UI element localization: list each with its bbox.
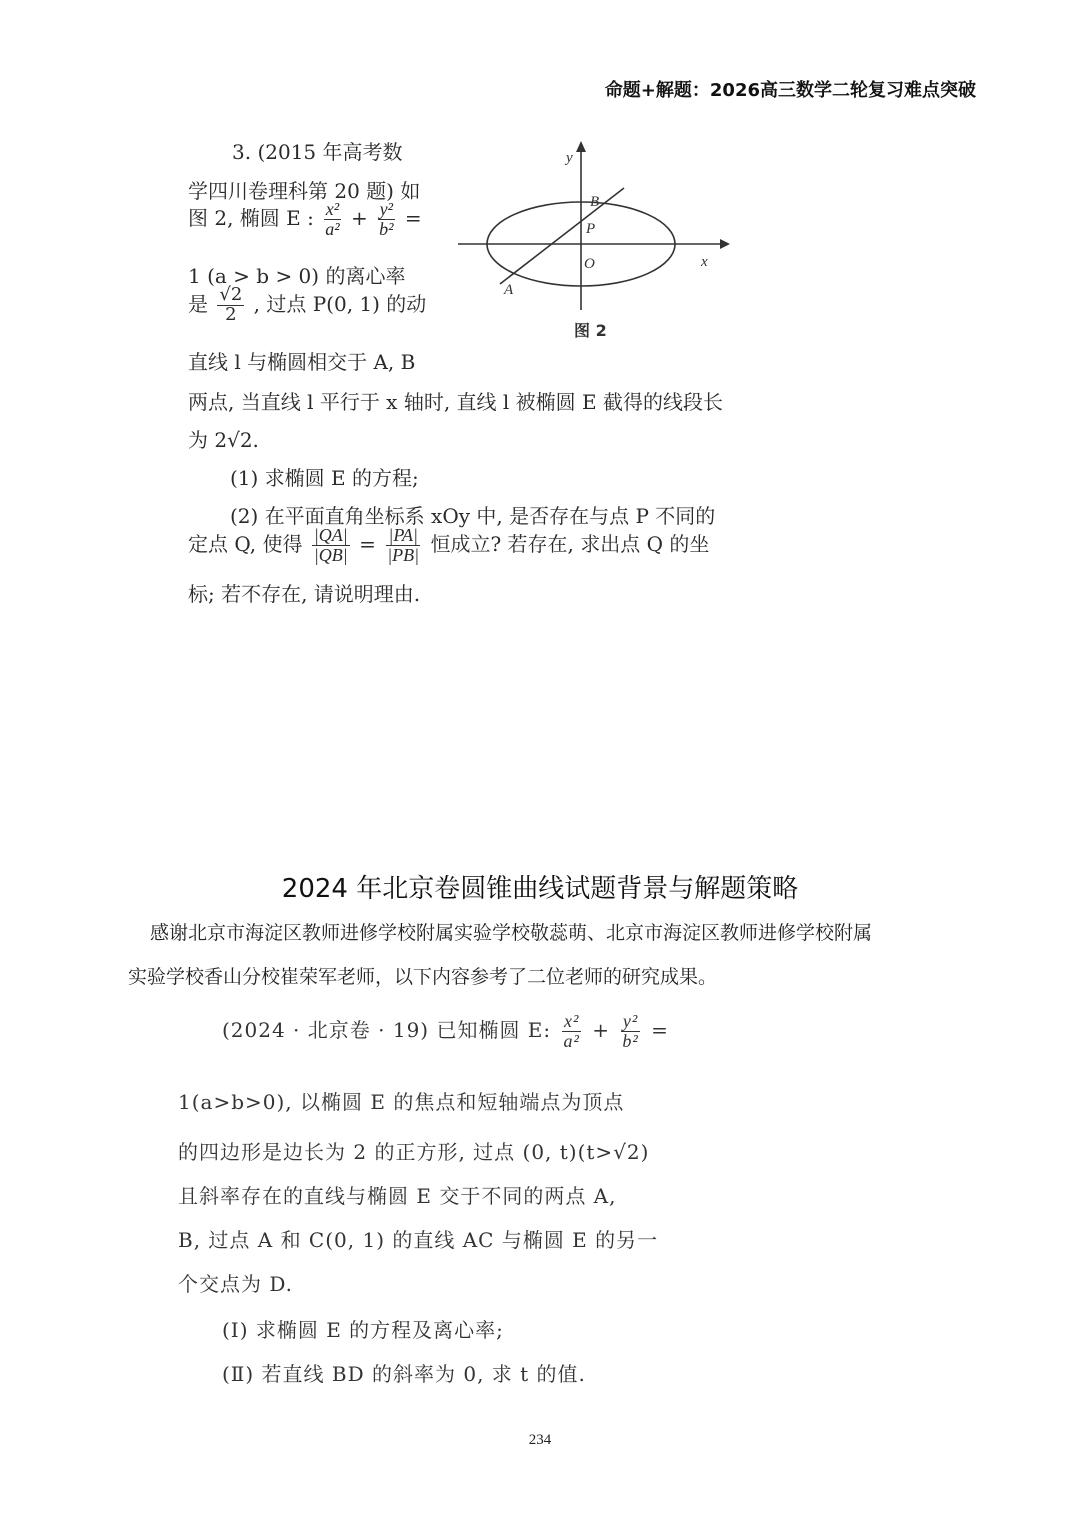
problem-line: 标; 若不存在, 请说明理由.	[188, 582, 421, 606]
figure-caption: 图 2	[574, 321, 607, 340]
numerator: √2	[219, 284, 243, 305]
problem-line: 1(a>b>0), 以椭圆 E 的焦点和短轴端点为顶点	[178, 1090, 625, 1114]
label-y: y	[566, 150, 573, 166]
plus-sign: +	[350, 205, 368, 230]
problem-line: 3. (2015 年高考数	[232, 140, 403, 164]
problem-part-1: (1) 求椭圆 E 的方程;	[230, 466, 419, 490]
denominator: a²	[325, 218, 340, 239]
page-number: 234	[528, 1432, 552, 1448]
problem-part-1: (Ⅰ) 求椭圆 E 的方程及离心率;	[222, 1318, 504, 1342]
fraction-y2-b2	[377, 200, 395, 239]
x-axis-arrow	[720, 239, 730, 249]
problem-line: 且斜率存在的直线与椭圆 E 交于不同的两点 A,	[178, 1184, 617, 1208]
fraction-x2-a2	[323, 200, 341, 239]
text: 定点 Q, 使得	[188, 531, 303, 556]
section-title: 2024 年北京卷圆锥曲线试题背景与解题策略	[281, 874, 799, 904]
numerator: |PA|	[388, 525, 418, 545]
problem-part-2: (2) 在平面直角坐标系 xOy 中, 是否存在与点 P 不同的	[230, 504, 716, 528]
label-b: B	[590, 194, 600, 210]
numerator: y²	[379, 199, 393, 219]
denominator: |PB|	[387, 544, 420, 565]
equals-sign: =	[404, 205, 422, 230]
text: (2024 · 北京卷 · 19) 已知椭圆 E:	[222, 1017, 552, 1042]
denominator: a²	[563, 1030, 580, 1051]
denominator: 2	[225, 303, 237, 325]
numerator: |QA|	[313, 525, 348, 545]
ack-line: 感谢北京市海淀区教师进修学校附属实验学校敬蕊萌、北京市海淀区教师进修学校附属	[150, 922, 873, 944]
y-axis-arrow	[576, 141, 586, 152]
label-x: x	[701, 254, 708, 270]
text: 图 2, 椭圆 E :	[188, 205, 314, 230]
numerator: y²	[622, 1011, 639, 1031]
plus-sign: +	[592, 1017, 611, 1042]
denominator: |QB|	[313, 544, 348, 565]
problem-line: 为 2√2.	[188, 428, 259, 452]
numerator: x²	[325, 199, 340, 219]
ellipse-figure	[450, 140, 740, 320]
problem-line-equation	[222, 1012, 669, 1051]
problem-line: 学四川卷理科第 20 题) 如	[188, 179, 421, 203]
fraction-x2-a2	[562, 1012, 582, 1051]
label-o: O	[584, 256, 595, 272]
equals-sign: =	[651, 1017, 669, 1042]
ack-line: 实验学校香山分校崔荣军老师，以下内容参考了二位老师的研究成果。	[128, 966, 718, 988]
denominator: b²	[622, 1030, 639, 1051]
problem-part-2: (Ⅱ) 若直线 BD 的斜率为 0, 求 t 的值.	[222, 1362, 586, 1386]
label-a: A	[504, 282, 514, 298]
page-header: 命题+解题：2026高三数学二轮复习难点突破	[604, 80, 976, 101]
problem-line: 的四边形是边长为 2 的正方形, 过点 (0, t)(t>√2)	[178, 1140, 650, 1164]
fraction-pa-pb	[385, 526, 421, 565]
text: , 过点 P(0, 1) 的动	[253, 291, 427, 316]
fraction-y2-b2	[620, 1012, 640, 1051]
equals-sign: =	[359, 531, 376, 556]
label-p: P	[586, 221, 596, 237]
fraction-sqrt2-2	[217, 286, 244, 325]
numerator: x²	[564, 1011, 580, 1031]
problem-line: 1 (a > b > 0) 的离心率	[188, 264, 406, 288]
text: 恒成立? 若存在, 求出点 Q 的坐	[430, 531, 710, 556]
problem-line: 个交点为 D.	[178, 1272, 294, 1296]
text: 是	[188, 291, 208, 316]
problem-line-eccentricity	[188, 286, 426, 325]
problem-line: 两点, 当直线 l 平行于 x 轴时, 直线 l 被椭圆 E 截得的线段长	[188, 390, 723, 414]
problem-line: 直线 l 与椭圆相交于 A, B	[188, 350, 416, 374]
problem-line-equation	[188, 200, 422, 239]
fraction-qa-qb	[312, 526, 350, 565]
denominator: b²	[379, 218, 394, 239]
problem-line: B, 过点 A 和 C(0, 1) 的直线 AC 与椭圆 E 的另一	[178, 1228, 659, 1252]
problem-line-ratio	[188, 526, 709, 565]
